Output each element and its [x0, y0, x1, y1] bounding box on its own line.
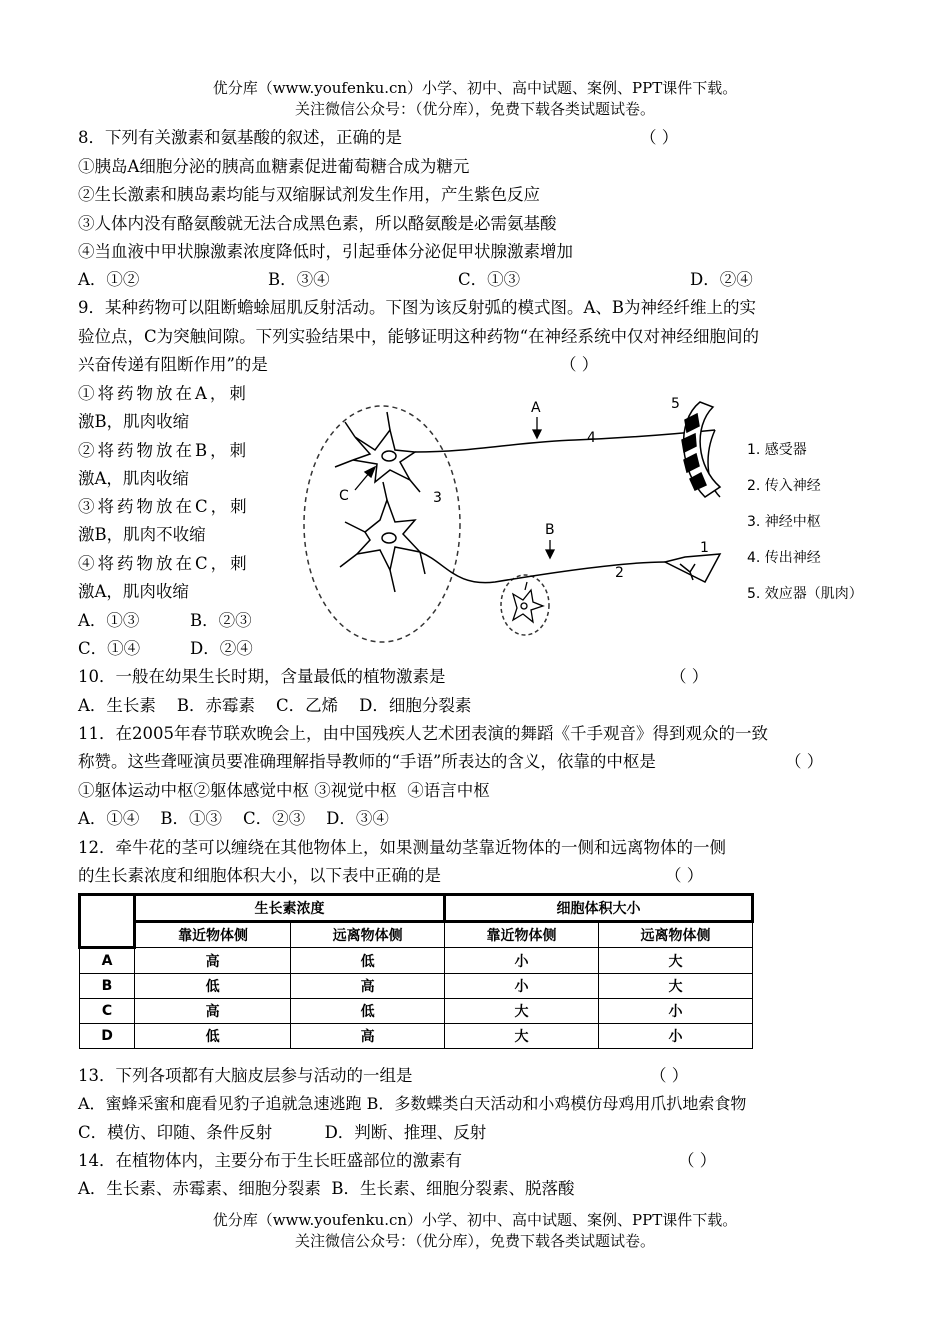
q9-stem-line-1: 9．某种药物可以阻断蟾蜍屈肌反射活动。下图为该反射弧的模式图。A、B为神经纤维上的实	[78, 298, 757, 317]
q9-option-4-line-2: 激A，肌肉收缩	[78, 582, 189, 601]
q9-option-c: C．①④	[78, 639, 141, 658]
q13-options-line-1: A．蜜蜂采蜜和鹿看见豹子追就急速逃跑 B．多数蝶类白天活动和小鸡模仿母鸡用爪扒地索食物	[78, 1094, 747, 1113]
q9-stem-line-2: 验位点，C为突触间隙。下列实验结果中，能够证明这种药物“在神经系统中仅对神经细胞间的	[78, 327, 760, 346]
q8-option-c: C．①③	[458, 270, 521, 289]
table-row	[80, 1024, 753, 1049]
legend-4: 4. 传出神经	[747, 550, 821, 566]
table-group-cell-size: 细胞体积大小	[445, 895, 753, 922]
q12-stem-line-2: 的生长素浓度和细胞体积大小，以下表中正确的是	[78, 866, 441, 885]
q13-answer-paren: （ ）	[650, 1066, 689, 1085]
cell: 大	[445, 1024, 599, 1049]
label-2: 2	[615, 565, 624, 581]
ganglion-neuron	[513, 582, 543, 622]
table-header-far-2: 远离物体侧	[599, 922, 753, 948]
q14-options-line-1: A．生长素、赤霉素、细胞分裂素 B．生长素、细胞分裂素、脱落酸	[78, 1179, 575, 1198]
cell: 高	[291, 974, 445, 999]
q14-answer-paren: （ ）	[678, 1151, 717, 1170]
q11-stem-line-2: 称赞。这些聋哑演员要准确理解指导教师的“手语”所表达的含义，依靠的中枢是	[78, 752, 656, 771]
q11-options: A．①④ B．①③ C．②③ D．③④	[78, 809, 389, 828]
table-row	[80, 974, 753, 999]
q9-option-2-line-2: 激A，肌肉收缩	[78, 469, 189, 488]
legend-2: 2. 传入神经	[747, 478, 821, 494]
q9-option-3-line-1: ③将药物放在C，刺	[78, 497, 250, 516]
label-5: 5	[671, 396, 680, 412]
cell: 高	[135, 999, 291, 1024]
label-point-b: B	[545, 522, 555, 538]
label-4: 4	[587, 430, 596, 446]
footer-line-2: 关注微信公众号：（优分库），免费下载各类试题试卷。	[294, 1232, 655, 1250]
receptor	[665, 554, 720, 582]
q9-option-d: D．②④	[190, 639, 253, 658]
q8-statement-3: ③人体内没有酪氨酸就无法合成黑色素，所以酪氨酸是必需氨基酸	[78, 214, 557, 233]
q8-answer-paren: （ ）	[640, 128, 679, 147]
cell: 高	[135, 948, 291, 974]
q10-options: A．生长素 B．赤霉素 C．乙烯 D．细胞分裂素	[78, 696, 472, 715]
table-row	[80, 999, 753, 1024]
q8-option-d: D．②④	[690, 270, 753, 289]
q13-stem: 13．下列各项都有大脑皮层参与活动的一组是	[78, 1066, 413, 1085]
q8-statement-1: ①胰岛A细胞分泌的胰高血糖素促进葡萄糖合成为糖元	[78, 157, 470, 176]
q11-statements: ①躯体运动中枢②躯体感觉中枢 ③视觉中枢 ④语言中枢	[78, 781, 490, 800]
q9-stem-line-3: 兴奋传递有阻断作用”的是	[78, 355, 268, 374]
upper-neuron	[335, 412, 715, 492]
table-group-auxin: 生长素浓度	[135, 895, 445, 922]
footer-line-1: 优分库（www.youfenku.cn）小学、初中、高中试题、案例、PPT课件下载。	[212, 1211, 738, 1229]
cell: 小	[445, 974, 599, 999]
cell: 小	[445, 948, 599, 974]
reflex-arc-diagram	[295, 382, 895, 652]
label-point-c: C	[339, 488, 349, 504]
table-row	[80, 948, 753, 974]
cell: 大	[599, 974, 753, 999]
cell: 大	[599, 948, 753, 974]
q9-option-2-line-1: ②将药物放在B，刺	[78, 441, 250, 460]
q11-answer-paren: （ ）	[785, 752, 824, 771]
row-key: A	[80, 948, 135, 974]
q8-option-b: B．③④	[268, 270, 330, 289]
q9-option-3-line-2: 激B，肌肉不收缩	[78, 525, 206, 544]
row-key: C	[80, 999, 135, 1024]
label-3: 3	[433, 490, 442, 506]
cell: 低	[291, 948, 445, 974]
cell: 小	[599, 1024, 753, 1049]
cell: 小	[599, 999, 753, 1024]
q9-option-b: B．②③	[190, 611, 252, 630]
cell: 低	[135, 974, 291, 999]
cell: 大	[445, 999, 599, 1024]
legend-1: 1. 感受器	[747, 442, 807, 458]
q9-option-a: A．①③	[78, 611, 140, 630]
legend-5: 5. 效应器（肌肉）	[747, 586, 863, 602]
legend-3: 3. 神经中枢	[747, 514, 821, 530]
table-header-near-2: 靠近物体侧	[445, 922, 599, 948]
q8-statement-4: ④当血液中甲状腺激素浓度降低时，引起垂体分泌促甲状腺激素增加	[78, 242, 573, 261]
q8-stem: 8．下列有关激素和氨基酸的叙述，正确的是	[78, 128, 402, 147]
header-line-2: 关注微信公众号：（优分库），免费下载各类试题试卷。	[294, 100, 655, 118]
q14-stem: 14．在植物体内，主要分布于生长旺盛部位的激素有	[78, 1151, 462, 1170]
cell: 高	[291, 1024, 445, 1049]
cell: 低	[291, 999, 445, 1024]
q11-stem-line-1: 11．在2005年春节联欢晚会上，由中国残疾人艺术团表演的舞蹈《千手观音》得到观众的一致	[78, 724, 768, 743]
header-line-1: 优分库（www.youfenku.cn）小学、初中、高中试题、案例、PPT课件下载。	[212, 79, 738, 97]
label-1: 1	[700, 540, 709, 556]
q8-option-a: A．①②	[78, 270, 140, 289]
q12-answer-paren: （ ）	[665, 866, 704, 885]
row-key: B	[80, 974, 135, 999]
q9-answer-paren: （ ）	[560, 355, 599, 374]
table-header-near-1: 靠近物体侧	[135, 922, 291, 948]
label-point-a: A	[531, 400, 541, 416]
q13-options-line-2: C．模仿、印随、条件反射 D．判断、推理、反射	[78, 1123, 487, 1142]
table-header-far-1: 远离物体侧	[291, 922, 445, 948]
cell: 低	[135, 1024, 291, 1049]
q8-statement-2: ②生长激素和胰岛素均能与双缩脲试剂发生作用，产生紫色反应	[78, 185, 540, 204]
q10-stem: 10．一般在幼果生长时期，含量最低的植物激素是	[78, 667, 446, 686]
table-corner	[80, 895, 135, 948]
q12-options-table	[78, 893, 754, 1049]
q9-option-1-line-2: 激B，肌肉收缩	[78, 412, 190, 431]
q10-answer-paren: （ ）	[670, 667, 709, 686]
q9-option-1-line-1: ①将药物放在A，刺	[78, 384, 249, 403]
q12-stem-line-1: 12．牵牛花的茎可以缠绕在其他物体上，如果测量幼茎靠近物体的一侧和远离物体的一侧	[78, 838, 726, 857]
q9-option-4-line-1: ④将药物放在C，刺	[78, 554, 250, 573]
row-key: D	[80, 1024, 135, 1049]
effector-muscle	[682, 402, 720, 497]
